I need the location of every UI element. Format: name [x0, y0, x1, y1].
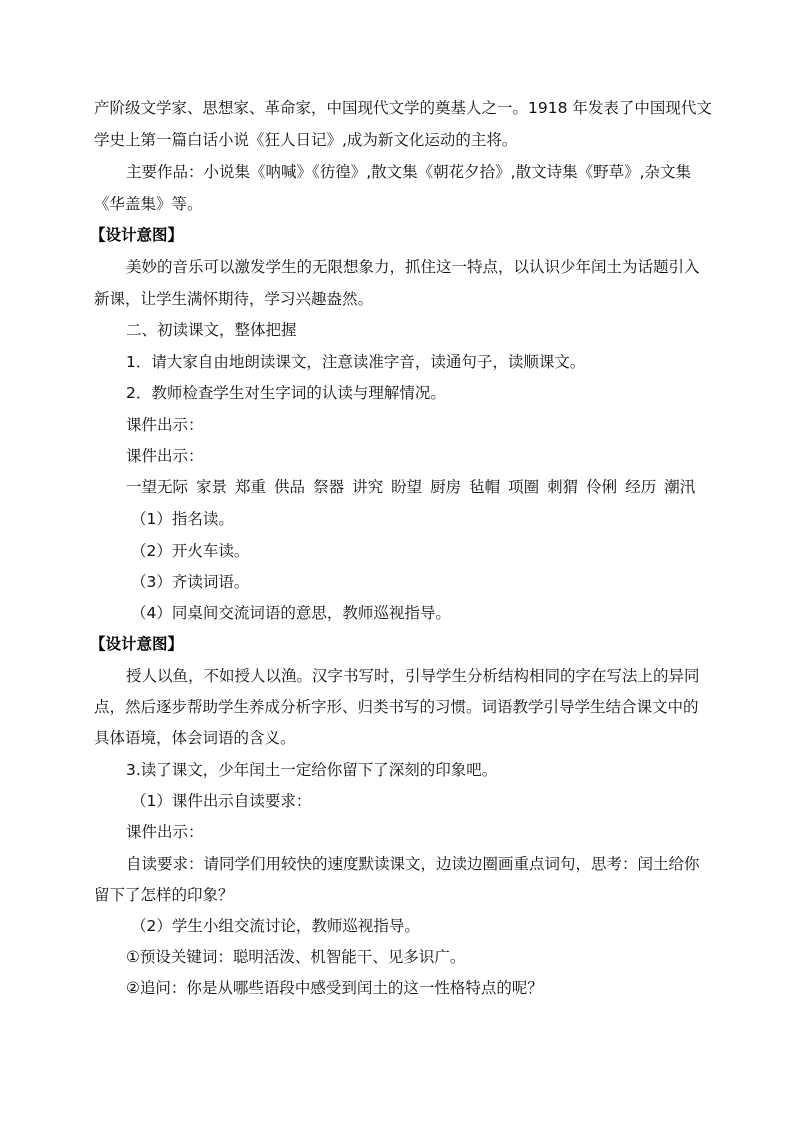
vocab-word: 盼望 [391, 478, 423, 496]
sub-step: （3）齐读词语。 [131, 573, 250, 591]
works-line-1: 主要作品：小说集《呐喊》《彷徨》,散文集《朝花夕拾》,散文诗集《野草》,杂文集 [126, 163, 692, 181]
vocab-word: 厨房 [430, 478, 462, 496]
vocab-word: 一望无际 [126, 478, 189, 496]
design-intent-heading: 【设计意图】 [90, 635, 184, 653]
intro-line-1: 产阶级文学家、思想家、革命家，中国现代文学的奠基人之一。1918 年发表了中国现代文 [94, 99, 712, 117]
preset-keywords: ①预设关键词：聪明活泼、机智能干、见多识广。 [126, 948, 466, 966]
works-line-2: 《华盖集》等。 [94, 195, 203, 213]
sub-step: （4）同桌间交流词语的意思，教师巡视指导。 [131, 604, 451, 622]
intent2-line-2: 点，然后逐步帮助学生养成分析字形、归类书写的习惯。词语教学引导学生结合课文中的 [94, 698, 699, 716]
vocab-word: 郑重 [235, 478, 267, 496]
sub-step: （2）开火车读。 [131, 542, 250, 560]
vocab-word: 伶俐 [586, 478, 618, 496]
intent1-line-1: 美妙的音乐可以激发学生的无限想象力，抓住这一特点，以认识少年闰土为话题引入 [126, 258, 700, 276]
vocab-word: 潮汛 [664, 478, 696, 496]
sub-step: （1）课件出示自读要求： [131, 792, 312, 810]
section-title: 二、初读课文，整体把握 [126, 321, 297, 339]
step-3: 3.读了课文，少年闰土一定给你留下了深刻的印象吧。 [126, 761, 498, 779]
follow-up-question: ②追问：你是从哪些语段中感受到闰土的这一性格特点的呢？ [126, 979, 543, 997]
vocab-word: 祭器 [313, 478, 345, 496]
step-2: 2．教师检查学生对生字词的认读与理解情况。 [126, 384, 446, 402]
reading-requirement-line-1: 自读要求：请同学们用较快的速度默读课文，边读边圈画重点词句，思考：闰土给你 [126, 855, 700, 873]
courseware-label: 课件出示： [126, 416, 204, 434]
vocab-word: 供品 [274, 478, 306, 496]
intent2-line-1: 授人以鱼，不如授人以渔。汉字书写时，引导学生分析结构相同的字在写法上的异同 [126, 667, 700, 685]
intent2-line-3: 具体语境，体会词语的含义。 [94, 729, 296, 747]
vocab-word: 刺猬 [547, 478, 579, 496]
intent1-line-2: 新课，让学生满怀期待，学习兴趣盎然。 [94, 290, 374, 308]
sub-step: （2）学生小组交流讨论，教师巡视指导。 [131, 917, 420, 935]
vocab-word: 讲究 [352, 478, 384, 496]
sub-step: （1）指名读。 [131, 510, 234, 528]
step-1: 1．请大家自由地朗读课文，注意读准字音，读通句子，读顺课文。 [126, 353, 586, 371]
reading-requirement-line-2: 留下了怎样的印象？ [94, 886, 234, 904]
design-intent-heading: 【设计意图】 [90, 226, 184, 244]
vocab-word: 毡帽 [469, 478, 501, 496]
vocab-word: 经历 [625, 478, 657, 496]
courseware-label: 课件出示： [126, 823, 204, 841]
vocab-word: 项圈 [508, 478, 540, 496]
vocab-word: 家景 [196, 478, 228, 496]
vocabulary-list [126, 476, 695, 498]
courseware-label: 课件出示： [126, 447, 204, 465]
intro-line-2: 学史上第一篇白话小说《狂人日记》,成为新文化运动的主将。 [94, 131, 518, 149]
